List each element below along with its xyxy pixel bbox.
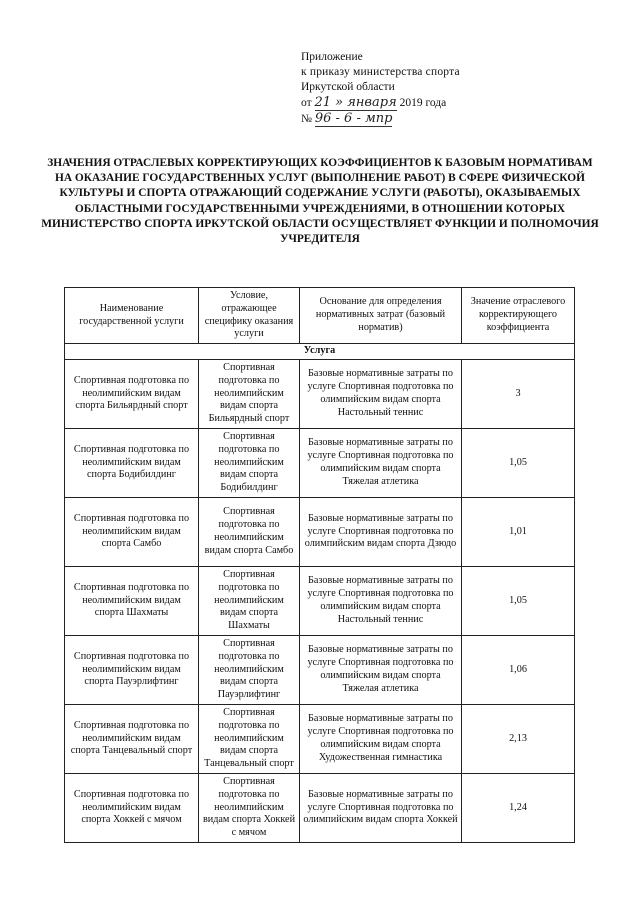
cell-basis: Базовые нормативные затраты по услуге Спортивная подготовка по олимпийским видам спорта Хоккей (300, 773, 462, 842)
table-row (65, 635, 575, 704)
appendix-title: Приложение (301, 51, 363, 63)
cell-service: Спортивная подготовка по неолимпийским видам спорта Самбо (65, 497, 199, 566)
cell-basis: Базовые нормативные затраты по услуге Спортивная подготовка по олимпийским видам спорта Тяжелая атлетика (300, 635, 462, 704)
cell-value: 1,06 (462, 635, 575, 704)
cell-service: Спортивная подготовка по неолимпийским видам спорта Пауэрлифтинг (65, 635, 199, 704)
table-row (65, 566, 575, 635)
cell-basis: Базовые нормативные затраты по услуге Спортивная подготовка по олимпийским видам спорта Дзюдо (300, 497, 462, 566)
cell-condition: Спортивная подготовка по неолимпийским видам спорта Хоккей с мячом (199, 773, 300, 842)
header-value: Значение отраслевого корректирующего коэффициента (462, 288, 575, 344)
cell-condition: Спортивная подготовка по неолимпийским видам спорта Бильярдный спорт (199, 359, 300, 428)
cell-condition: Спортивная подготовка по неолимпийским видам спорта Шахматы (199, 566, 300, 635)
cell-condition: Спортивная подготовка по неолимпийским видам спорта Самбо (199, 497, 300, 566)
cell-condition: Спортивная подготовка по неолимпийским видам спорта Танцевальный спорт (199, 704, 300, 773)
appendix-region: Иркутской области (301, 81, 395, 93)
header-condition: Условие, отражающее специфику оказания услуги (199, 288, 300, 344)
cell-value: 3 (462, 359, 575, 428)
cell-condition: Спортивная подготовка по неолимпийским видам спорта Бодибилдинг (199, 428, 300, 497)
cell-basis: Базовые нормативные затраты по услуге Спортивная подготовка по олимпийским видам спорта Настольный теннис (300, 566, 462, 635)
cell-basis: Базовые нормативные затраты по услуге Спортивная подготовка по олимпийским видам спорта Настольный теннис (300, 359, 462, 428)
table-row (65, 773, 575, 842)
cell-value: 2,13 (462, 704, 575, 773)
appendix-number (301, 111, 460, 127)
cell-value: 1,24 (462, 773, 575, 842)
cell-service: Спортивная подготовка по неолимпийским видам спорта Бильярдный спорт (65, 359, 199, 428)
appendix-block (301, 50, 460, 127)
document-title: ЗНАЧЕНИЯ ОТРАСЛЕВЫХ КОРРЕКТИРУЮЩИХ КОЭФФИЦИЕНТОВ К БАЗОВЫМ НОРМАТИВАМ НА ОКАЗАНИЕ ГОСУДАРСТВЕННЫХ УСЛУГ (ВЫПОЛНЕНИЕ РАБОТ) В СФЕРЕ ФИЗИЧЕСКОЙ КУЛЬТУРЫ И СПОРТА ОТРАЖАЮЩИЙ СОДЕРЖАНИЕ УСЛУГИ (РАБОТЫ), ОКАЗЫВАЕМЫХ ОБЛАСТНЫМИ ГОСУДАРСТВЕННЫМИ УЧРЕЖДЕНИЯМИ, В ОТНОШЕНИИ КОТОРЫХ МИНИСТЕРСТВО СПОРТА ИРКУТСКОЙ ОБЛАСТИ ОСУЩЕСТВЛЯЕТ ФУНКЦИИ И ПОЛНОМОЧИЯ УЧРЕДИТЕЛЯ (41, 157, 599, 246)
cell-service: Спортивная подготовка по неолимпийским видам спорта Хоккей с мячом (65, 773, 199, 842)
section-label: Услуга (65, 344, 575, 360)
appendix-date (301, 95, 460, 111)
cell-condition: Спортивная подготовка по неолимпийским видам спорта Пауэрлифтинг (199, 635, 300, 704)
header-service: Наименование государственной услуги (65, 288, 199, 344)
table-row (65, 359, 575, 428)
number-prefix: № (301, 113, 312, 125)
date-prefix: от (301, 97, 312, 109)
number-handwritten: 96 - 6 - мпр (314, 111, 393, 126)
appendix-order-ref: к приказу министерства спорта (301, 66, 460, 78)
date-handwritten: 21 » января (314, 95, 397, 110)
cell-service: Спортивная подготовка по неолимпийским видам спорта Шахматы (65, 566, 199, 635)
cell-service: Спортивная подготовка по неолимпийским видам спорта Танцевальный спорт (65, 704, 199, 773)
table-header-row (65, 288, 575, 344)
cell-value: 1,01 (462, 497, 575, 566)
cell-basis: Базовые нормативные затраты по услуге Спортивная подготовка по олимпийским видам спорта Тяжелая атлетика (300, 428, 462, 497)
cell-value: 1,05 (462, 566, 575, 635)
section-row (65, 344, 575, 360)
cell-service: Спортивная подготовка по неолимпийским видам спорта Бодибилдинг (65, 428, 199, 497)
table-row (65, 497, 575, 566)
cell-value: 1,05 (462, 428, 575, 497)
header-basis: Основание для определения нормативных затрат (базовый норматив) (300, 288, 462, 344)
table-row (65, 428, 575, 497)
table-row (65, 704, 575, 773)
coefficients-table (64, 287, 575, 843)
cell-basis: Базовые нормативные затраты по услуге Спортивная подготовка по олимпийским видам спорта Художественная гимнастика (300, 704, 462, 773)
date-suffix: 2019 года (399, 97, 447, 109)
